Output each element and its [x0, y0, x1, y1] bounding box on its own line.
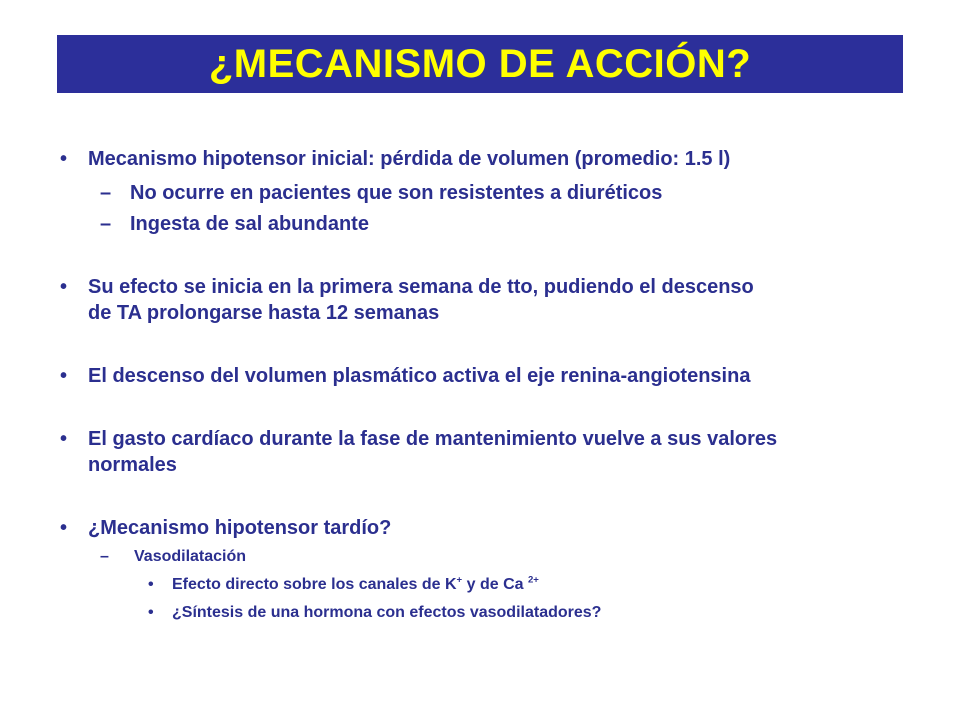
sub-sub-bullet-channels: [172, 576, 539, 594]
bullet-cardiac-output: El gasto cardíaco durante la fase de mantenimiento vuelve a sus valores: [88, 428, 778, 450]
bullet-late-mechanism: ¿Mecanismo hipotensor tardío?: [88, 517, 392, 539]
dash-marker: –: [100, 548, 109, 565]
bullet-marker: •: [60, 148, 68, 170]
channels-text-a: Efecto directo sobre los canales de K: [172, 576, 457, 593]
sub-bullet-vasodilation: Vasodilatación: [134, 548, 247, 565]
bullet-marker: •: [60, 365, 68, 387]
bullet-cardiac-output-continued: normales: [88, 454, 177, 476]
bullet-initial-mechanism: Mecanismo hipotensor inicial: pérdida de volumen (promedio: 1.5 l): [88, 148, 731, 170]
sub-sub-bullet-hormone: ¿Síntesis de una hormona con efectos vasodilatadores?: [172, 604, 602, 621]
bullet-marker: •: [60, 428, 68, 450]
bullet-onset-effect-continued: de TA prolongarse hasta 12 semanas: [88, 302, 440, 324]
sub-bullet-diuretic-resistance: No ocurre en pacientes que son resistentes a diuréticos: [130, 182, 663, 204]
calcium-superscript: 2+: [527, 574, 539, 586]
potassium-superscript: +: [456, 574, 463, 586]
sub-bullet-salt-intake: Ingesta de sal abundante: [130, 213, 369, 235]
bullet-marker: •: [148, 576, 154, 593]
dash-marker: –: [100, 182, 112, 204]
bullet-marker: •: [148, 604, 154, 621]
bullet-marker: •: [60, 276, 68, 298]
slide-title: ¿MECANISMO DE ACCIÓN?: [208, 42, 752, 86]
dash-marker: –: [100, 213, 112, 235]
bullet-onset-effect: Su efecto se inicia en la primera semana de tto, pudiendo el descenso: [88, 276, 754, 298]
channels-text-b: y de Ca: [462, 576, 528, 593]
bullet-marker: •: [60, 517, 68, 539]
bullet-renin-angiotensin: El descenso del volumen plasmático activa el eje renina-angiotensina: [88, 365, 751, 387]
